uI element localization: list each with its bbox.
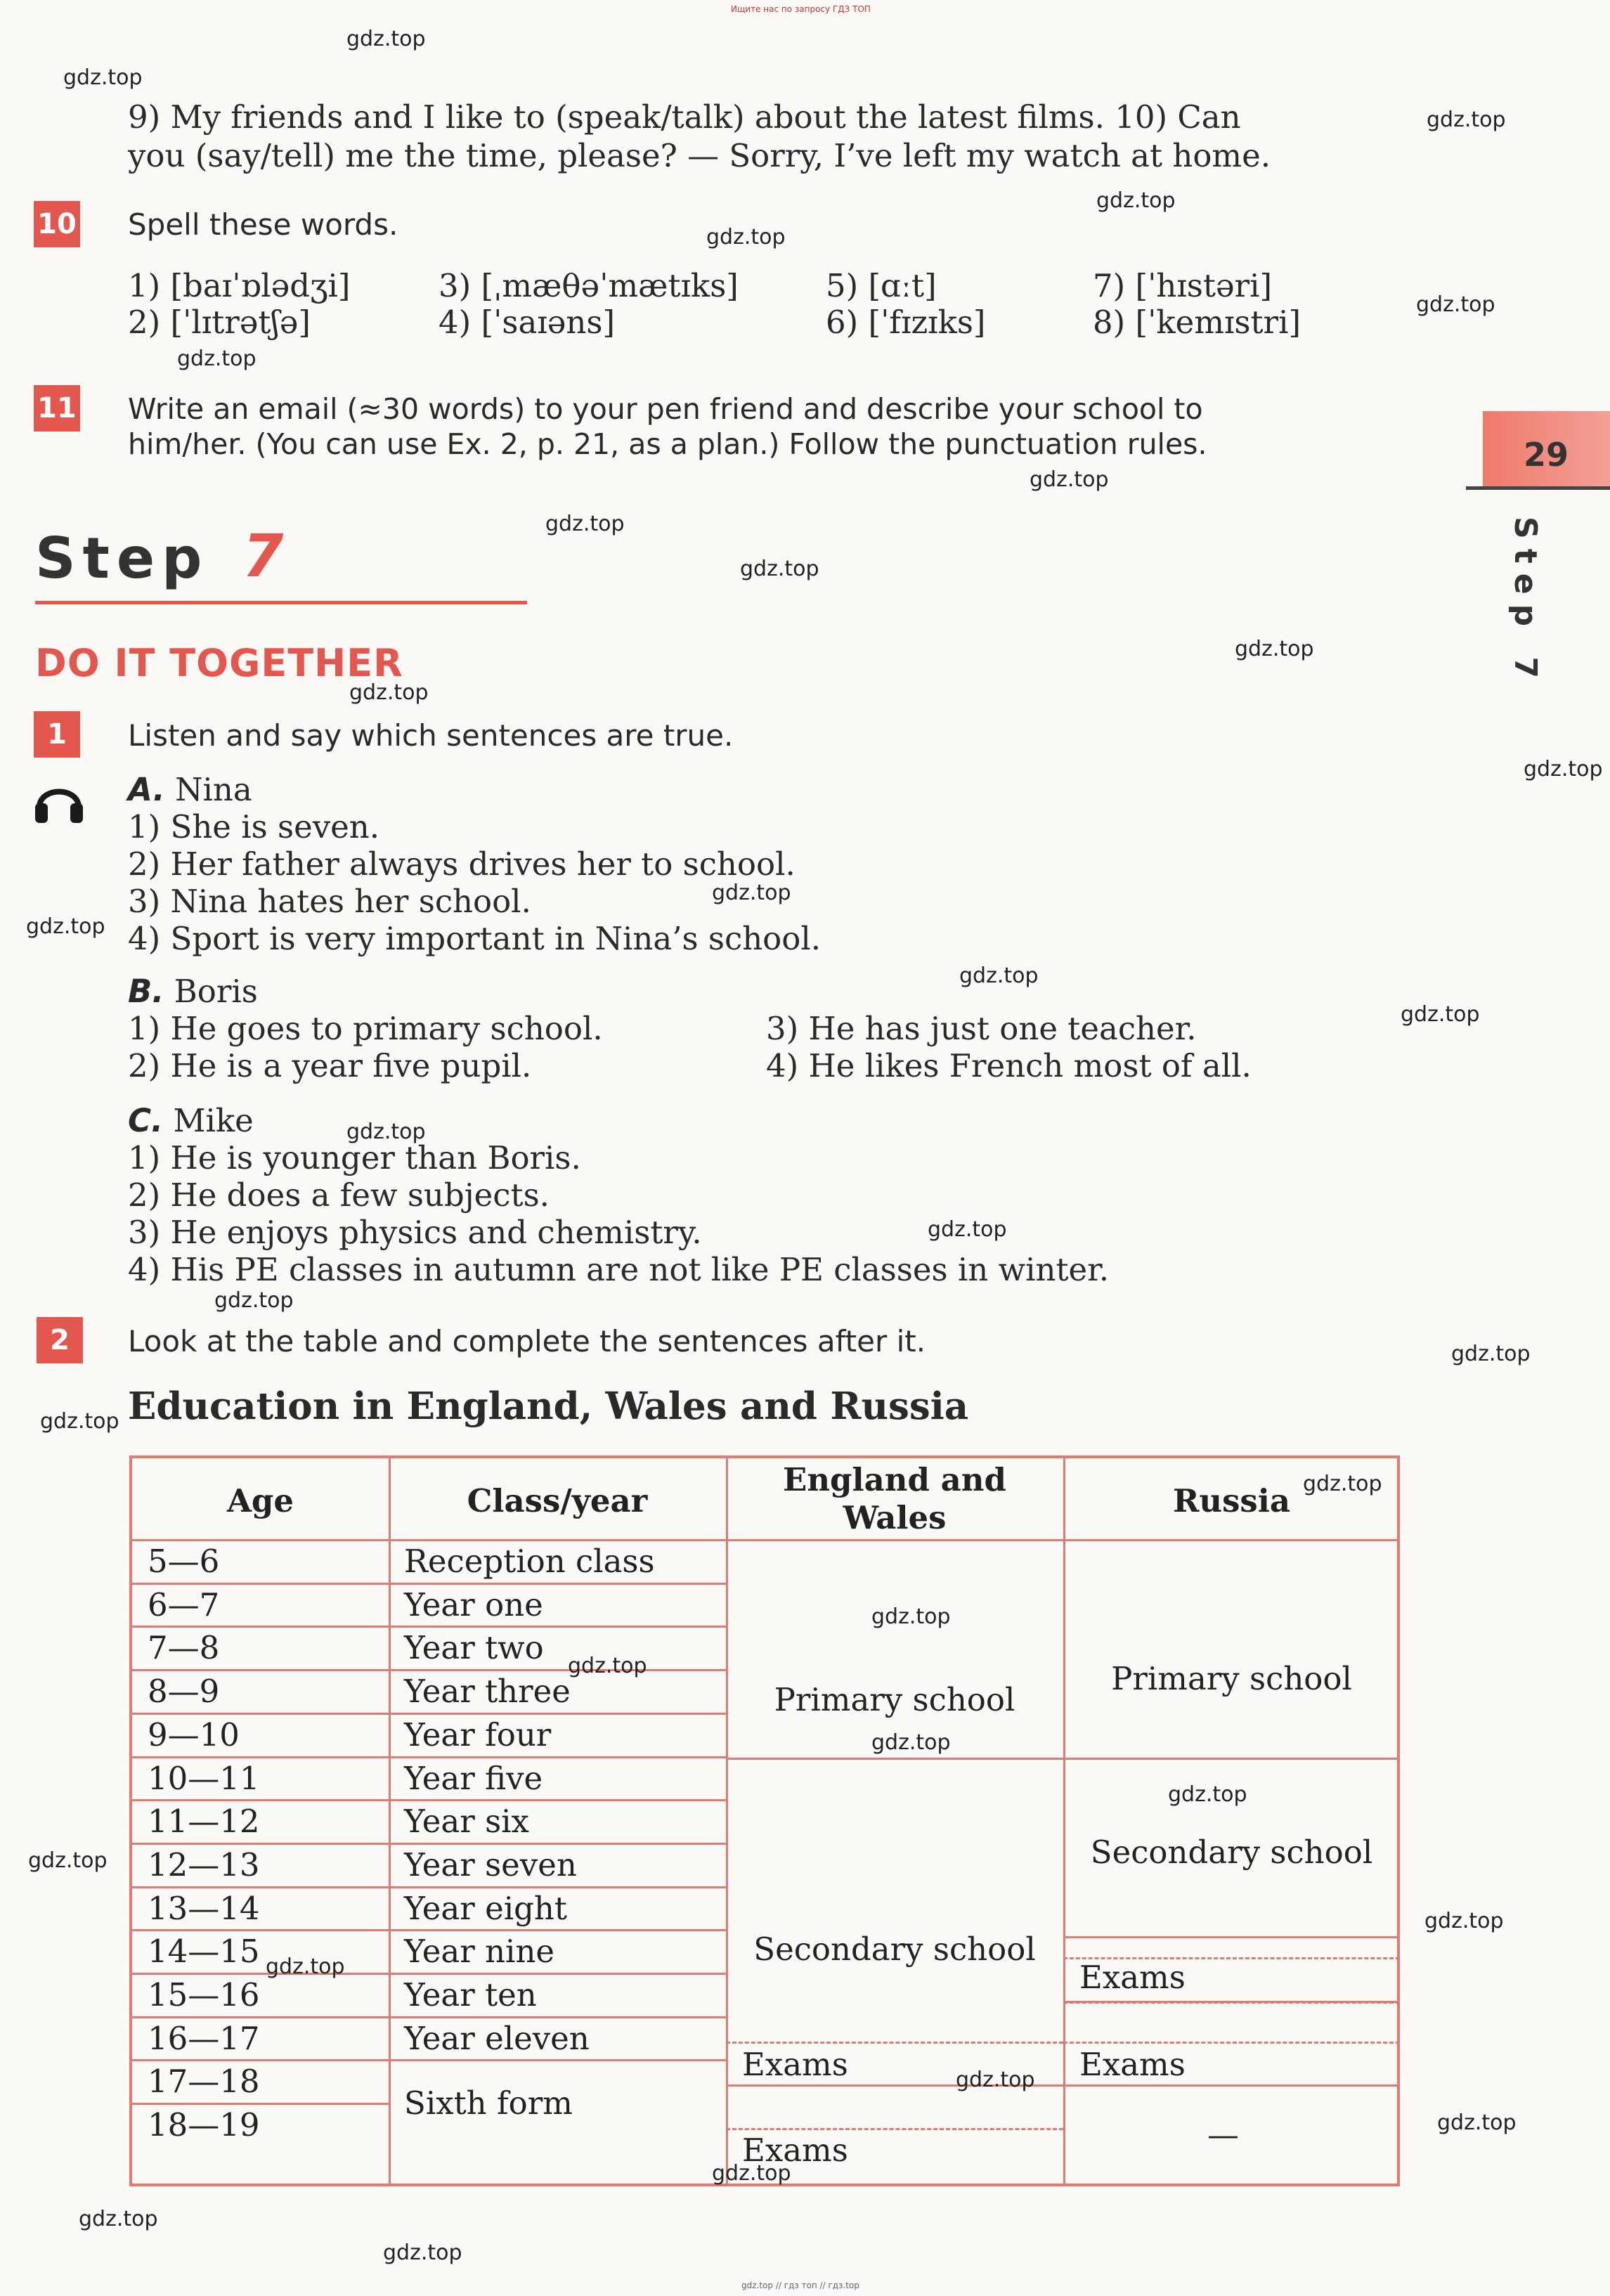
watermark: gdz.top [177, 346, 257, 371]
watermark: gdz.top [712, 2161, 791, 2186]
table-row-line [132, 2059, 726, 2061]
ex1-a-label: A. [128, 771, 165, 808]
table-row-line [132, 1713, 726, 1715]
watermark: gdz.top [740, 557, 819, 581]
russia-secondary-end [1063, 1936, 1400, 1938]
header-england: England and Wales [783, 1461, 1006, 1536]
russia-dash: — [1207, 2116, 1239, 2153]
ex1-a-item-2: 2) Her father always drives her to school. [128, 845, 796, 883]
table-vline-1 [389, 1458, 391, 2186]
ex11-line1: Write an email (≈30 words) to your pen friend and describe your school to [128, 392, 1203, 426]
page-number: 29 [1524, 436, 1569, 474]
class-cell: Year ten [404, 1976, 537, 2013]
watermark: gdz.top [63, 65, 143, 90]
watermark: gdz.top [383, 2240, 462, 2265]
russia-exams2-top [1063, 2042, 1400, 2044]
ex1-a-item-4: 4) Sport is very important in Nina’s school. [128, 920, 822, 957]
ex9-line1: 9) My friends and I like to (speak/talk) about the latest films. 10) Can [128, 98, 1241, 136]
table-row-line [132, 1626, 726, 1628]
class-cell: Year six [404, 1803, 529, 1841]
age-cell: 15—16 [148, 1976, 260, 2013]
ex1-c-name: Mike [173, 1102, 254, 1139]
watermark: gdz.top [1437, 2110, 1517, 2135]
class-cell: Year four [404, 1715, 552, 1753]
age-cell: 10—11 [148, 1759, 260, 1797]
ex1-b-label: B. [128, 973, 164, 1010]
watermark: gdz.top [349, 680, 429, 705]
ex1-b-item-3: 3) He has just one teacher. [766, 1010, 1197, 1047]
table-row-line [132, 1929, 726, 1931]
class-cell: Year three [404, 1673, 571, 1711]
age-cell: 8—9 [148, 1673, 220, 1711]
watermark: gdz.top [28, 1848, 108, 1873]
age-cell: 16—17 [148, 2019, 260, 2057]
watermark: gdz.top [1424, 1909, 1504, 1933]
ex1-c-label: C. [128, 1102, 164, 1139]
ex10-item-7: 7) [ˈhɪstəri] [1093, 267, 1273, 304]
ex2-instruction: Look at the table and complete the sentences after it. [128, 1324, 926, 1358]
watermark: gdz.top [1451, 1342, 1531, 1366]
age-cell: 6—7 [148, 1585, 220, 1623]
ex2-number: 2 [37, 1317, 83, 1363]
watermark: gdz.top [568, 1654, 647, 1678]
watermark: gdz.top [1401, 1002, 1480, 1027]
ex9-line2: you (say/tell) me the time, please? — Sorry, I’ve left my watch at home. [128, 137, 1271, 174]
side-step-label: Step 7 [1507, 517, 1543, 688]
watermark: gdz.top [712, 881, 791, 905]
watermark: gdz.top [871, 1604, 951, 1629]
watermark: gdz.top [1030, 467, 1109, 492]
watermark: gdz.top [545, 512, 625, 536]
age-cell: 11—12 [148, 1803, 260, 1841]
page-tab-line [1466, 486, 1610, 490]
age-cell: 5—6 [148, 1543, 220, 1580]
ex1-a-item-1: 1) She is seven. [128, 808, 380, 845]
class-cell: Year seven [404, 1846, 577, 1883]
step-underline [35, 601, 527, 604]
education-table [129, 1455, 1400, 2186]
ex10-item-4: 4) [ˈsaɪəns] [439, 304, 615, 341]
class-cell: Reception class [404, 1543, 655, 1580]
ex10-instruction: Spell these words. [128, 207, 398, 242]
england-primary-school: Primary school [774, 1681, 1015, 1718]
table-row-line [132, 2103, 389, 2105]
table-row-line [132, 1973, 726, 1975]
header-class: Class/year [467, 1482, 648, 1519]
watermark: gdz.top [956, 2068, 1035, 2092]
step-number: 7 [242, 521, 284, 590]
watermark: gdz.top [40, 1409, 119, 1434]
ex1-c-item-4: 4) His PE classes in autumn are not like PE classes in winter. [128, 1251, 1110, 1288]
watermark: gdz.top [871, 1730, 951, 1755]
russia-primary-end [1063, 1758, 1400, 1760]
ex10-item-2: 2) [ˈlɪtrətʃə] [128, 304, 311, 341]
table-row-line [132, 1799, 726, 1801]
watermark: gdz.top [1235, 637, 1314, 661]
class-cell: Year five [404, 1759, 543, 1797]
table-row-line [132, 1756, 726, 1758]
watermark: gdz.top [706, 225, 786, 249]
table-row-line [132, 1583, 726, 1585]
ex10-item-6: 6) [ˈfɪzɪks] [826, 304, 986, 341]
watermark: gdz.top [1168, 1782, 1247, 1807]
age-cell: 13—14 [148, 1889, 260, 1927]
ex11-line2: him/her. (You can use Ex. 2, p. 21, as a plan.) Follow the punctuation rules. [128, 427, 1207, 461]
watermark: gdz.top [1096, 188, 1176, 213]
russia-exams-1: Exams [1079, 1959, 1186, 1996]
table-header-line [132, 1539, 1400, 1541]
ex1-b-item-2: 2) He is a year five pupil. [128, 1047, 532, 1084]
russia-exams1-end [1063, 2001, 1400, 2003]
table-title: Education in England, Wales and Russia [128, 1384, 969, 1428]
watermark: gdz.top [266, 1954, 345, 1979]
section-title: DO IT TOGETHER [35, 641, 403, 685]
class-cell: Year eleven [404, 2019, 590, 2057]
ex1-c-item-2: 2) He does a few subjects. [128, 1176, 550, 1214]
england-exams-1: Exams [742, 2046, 848, 2083]
step-word: Step [35, 526, 209, 591]
watermark: gdz.top [79, 2207, 158, 2231]
watermark: gdz.top [1416, 292, 1495, 317]
russia-exams2-bottom [1063, 2084, 1400, 2087]
ex10-item-3: 3) [ˌmæθəˈmætɪks] [439, 267, 739, 304]
england-exams2-top [726, 2128, 1063, 2130]
england-exams1-top [726, 2042, 1063, 2044]
header-age: Age [226, 1482, 294, 1519]
russia-primary-school: Primary school [1111, 1660, 1352, 1697]
ex1-a-heading [128, 771, 252, 808]
class-cell: Year two [404, 1629, 544, 1667]
ex10-item-5: 5) [ɑːt] [826, 267, 937, 304]
ex1-b-item-1: 1) He goes to primary school. [128, 1010, 603, 1047]
age-cell: 18—19 [148, 2106, 260, 2144]
watermark: gdz.top [346, 1120, 426, 1144]
ex1-a-name: Nina [175, 771, 252, 808]
age-cell: 7—8 [148, 1629, 220, 1667]
table-row-line [132, 2016, 726, 2018]
ex1-c-heading [128, 1102, 254, 1139]
england-exams-2: Exams [742, 2132, 848, 2169]
watermark: gdz.top [959, 964, 1039, 988]
top-caption: Ищите нас по запросу ГДЗ ТОП [731, 4, 871, 14]
table-vline-2 [726, 1458, 728, 2186]
ex1-b-heading [128, 973, 258, 1010]
class-cell: Year nine [404, 1933, 555, 1971]
class-cell: Sixth form [404, 2084, 573, 2122]
england-primary-end [726, 1758, 1063, 1760]
headphones-icon [34, 777, 84, 826]
watermark: gdz.top [1303, 1472, 1382, 1496]
russia-secondary-school: Secondary school [1090, 1834, 1373, 1871]
watermark: gdz.top [26, 914, 105, 939]
watermark: gdz.top [346, 27, 426, 51]
watermark: gdz.top [214, 1288, 294, 1313]
age-cell: 9—10 [148, 1715, 240, 1753]
ex1-a-item-3: 3) Nina hates her school. [128, 883, 531, 920]
table-row-line [132, 1843, 726, 1845]
age-cell: 17—18 [148, 2063, 260, 2101]
ex10-item-8: 8) [ˈkemɪstri] [1093, 304, 1301, 341]
age-cell: 12—13 [148, 1846, 260, 1883]
ex10-item-1: 1) [baɪˈɒlədʒi] [128, 267, 351, 304]
age-cell: 14—15 [148, 1933, 260, 1971]
ex11-number: 11 [34, 385, 80, 432]
ex1-c-item-1: 1) He is younger than Boris. [128, 1139, 581, 1176]
ex1-number: 1 [34, 711, 80, 758]
ex1-c-item-3: 3) He enjoys physics and chemistry. [128, 1214, 702, 1251]
header-russia: Russia [1172, 1482, 1291, 1519]
ex1-b-item-4: 4) He likes French most of all. [766, 1047, 1252, 1084]
bottom-caption: gdz.top // гдз топ // гдз.top [741, 2281, 859, 2290]
ex10-number: 10 [34, 201, 80, 247]
ex1-instruction: Listen and say which sentences are true. [128, 718, 734, 753]
watermark: gdz.top [1427, 108, 1506, 132]
class-cell: Year one [404, 1585, 543, 1623]
watermark: gdz.top [1524, 757, 1603, 781]
ex1-b-name: Boris [174, 973, 258, 1010]
russia-exams-2: Exams [1079, 2046, 1186, 2083]
class-cell: Year eight [404, 1889, 567, 1927]
table-row-line [132, 1886, 726, 1888]
watermark: gdz.top [928, 1217, 1007, 1242]
table-vline-3 [1063, 1458, 1065, 2186]
england-secondary-school: Secondary school [753, 1931, 1036, 1968]
